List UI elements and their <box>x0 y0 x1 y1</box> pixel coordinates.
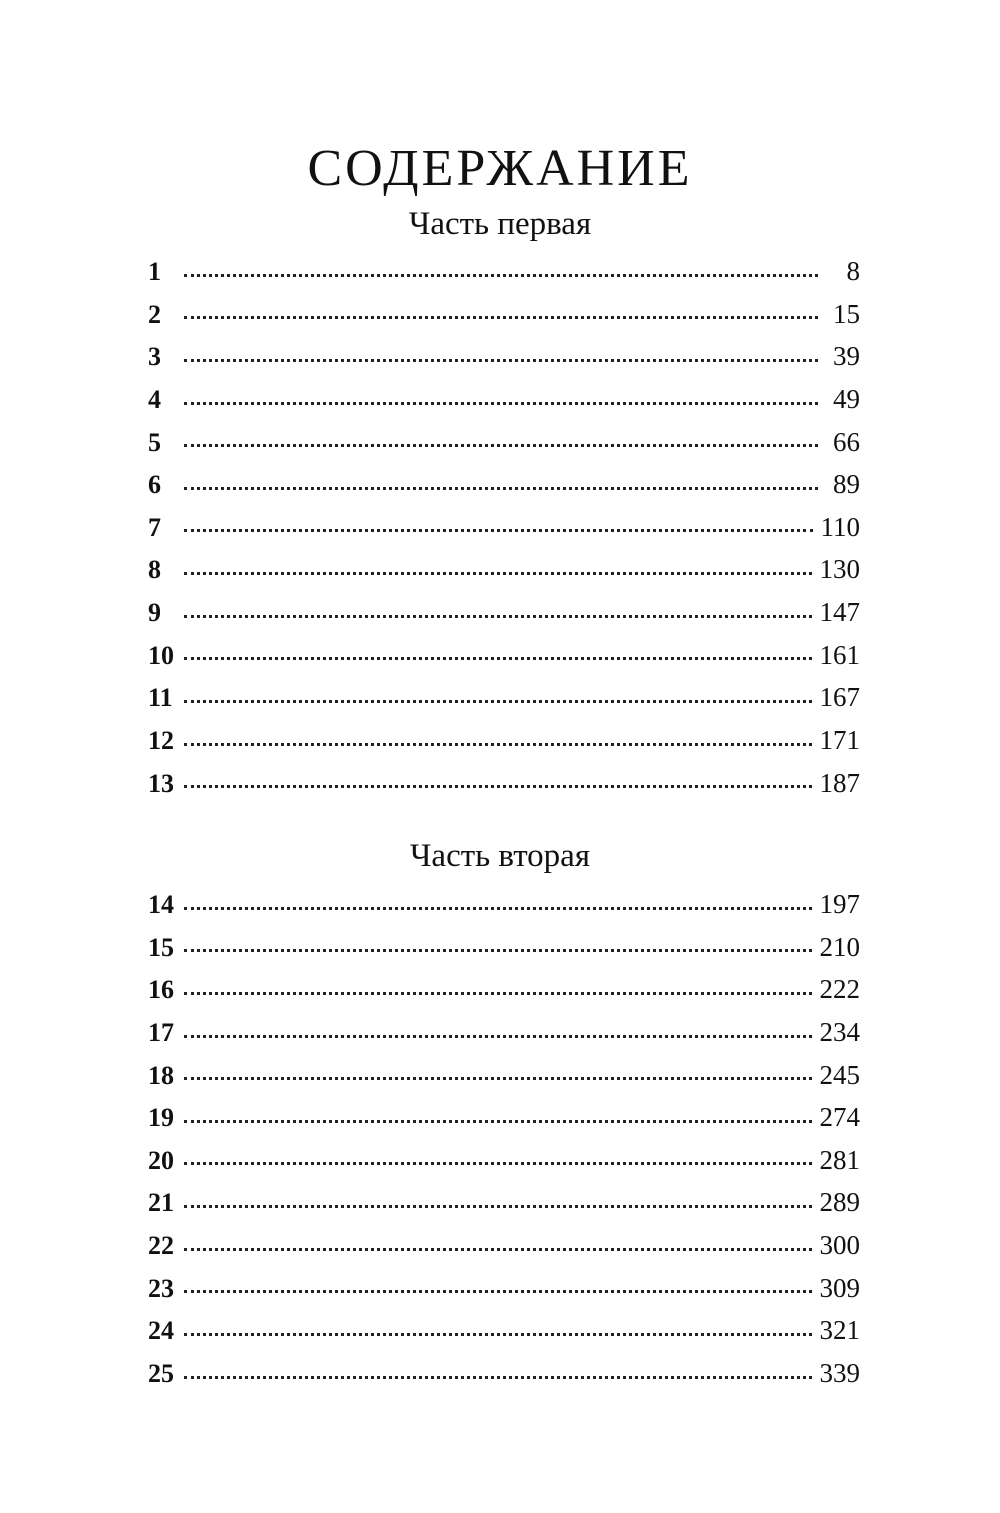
dot-leader <box>184 1120 812 1123</box>
chapter-number: 7 <box>148 512 161 542</box>
toc-entry <box>148 1352 860 1395</box>
toc-entry <box>148 250 860 293</box>
page-number: 300 <box>819 1230 860 1261</box>
page-number: 15 <box>833 298 860 329</box>
toc-entry <box>148 1224 860 1267</box>
chapter-number: 9 <box>148 598 161 628</box>
page-number: 222 <box>819 974 860 1005</box>
page-number: 8 <box>846 256 860 286</box>
dot-leader <box>184 444 818 447</box>
chapter-number: 5 <box>148 427 161 457</box>
chapter-number: 6 <box>148 470 161 500</box>
dot-leader <box>184 487 818 490</box>
page-number: 309 <box>819 1272 860 1303</box>
toc-entry <box>148 1181 860 1224</box>
chapter-number: 16 <box>148 975 174 1005</box>
page-number: 39 <box>833 341 860 372</box>
chapter-number: 14 <box>148 890 174 919</box>
toc-entry <box>148 676 860 719</box>
chapter-number: 15 <box>148 932 174 962</box>
toc-entry <box>148 634 860 677</box>
chapter-number: 18 <box>148 1060 174 1090</box>
dot-leader <box>184 1376 812 1379</box>
dot-leader <box>184 1333 812 1336</box>
page-number: 274 <box>819 1102 860 1133</box>
dot-leader <box>184 1248 812 1251</box>
toc-entry <box>148 293 860 336</box>
page-number: 130 <box>819 554 860 585</box>
dot-leader <box>184 1035 812 1038</box>
dot-leader <box>184 402 818 405</box>
toc-list-part-one <box>148 250 860 804</box>
toc-entry <box>148 1011 860 1054</box>
dot-leader <box>184 529 813 532</box>
toc-entry <box>148 719 860 762</box>
chapter-number: 8 <box>148 555 161 585</box>
page-number: 281 <box>819 1144 860 1175</box>
page-number: 245 <box>819 1059 860 1090</box>
toc-entry <box>148 1139 860 1182</box>
chapter-number: 12 <box>148 726 174 756</box>
dot-leader <box>184 700 812 703</box>
dot-leader <box>184 743 812 746</box>
part-heading-second: Часть вторая <box>409 838 591 874</box>
chapter-number: 10 <box>148 640 174 670</box>
chapter-number: 20 <box>148 1145 174 1175</box>
toc-entry <box>148 1096 860 1139</box>
chapter-number: 4 <box>148 384 161 414</box>
page-number: 289 <box>819 1187 860 1218</box>
chapter-number: 1 <box>148 257 161 286</box>
chapter-number: 17 <box>148 1017 174 1047</box>
chapter-number: 19 <box>148 1103 174 1133</box>
toc-entry <box>148 1054 860 1097</box>
dot-leader <box>184 572 812 575</box>
toc-entry <box>148 378 860 421</box>
chapter-number: 22 <box>148 1231 174 1261</box>
dot-leader <box>184 274 818 277</box>
page-number: 321 <box>819 1315 860 1346</box>
toc-list-part-two <box>148 883 860 1395</box>
page-number: 49 <box>833 383 860 414</box>
dot-leader <box>184 785 812 788</box>
dot-leader <box>184 1162 812 1165</box>
toc-entry <box>148 421 860 464</box>
toc-entry <box>148 335 860 378</box>
dot-leader <box>184 907 812 910</box>
page-number: 210 <box>819 931 860 962</box>
dot-leader <box>184 615 812 618</box>
toc-entry <box>148 968 860 1011</box>
page-number: 147 <box>819 597 860 628</box>
toc-entry <box>148 1309 860 1352</box>
chapter-number: 13 <box>148 768 174 798</box>
toc-entry <box>148 926 860 969</box>
page-number: 339 <box>819 1358 860 1389</box>
dot-leader <box>184 657 812 660</box>
page-number: 66 <box>833 426 860 457</box>
page-number: 161 <box>819 639 860 670</box>
toc-entry <box>148 548 860 591</box>
toc-entry <box>148 506 860 549</box>
page-title: СОДЕРЖАНИЕ <box>307 139 693 197</box>
dot-leader <box>184 316 818 319</box>
page-number: 234 <box>819 1016 860 1047</box>
dot-leader <box>184 1205 812 1208</box>
dot-leader <box>184 949 812 952</box>
toc-entry <box>148 883 860 926</box>
chapter-number: 2 <box>148 299 161 329</box>
toc-entry <box>148 1267 860 1310</box>
chapter-number: 3 <box>148 342 161 372</box>
page-number: 89 <box>833 469 860 500</box>
dot-leader <box>184 359 818 362</box>
dot-leader <box>184 992 812 995</box>
page-number: 110 <box>820 511 860 542</box>
page-number: 167 <box>819 682 860 713</box>
chapter-number: 21 <box>148 1188 174 1218</box>
dot-leader <box>184 1290 812 1293</box>
chapter-number: 11 <box>148 683 173 713</box>
page-number: 171 <box>819 725 860 756</box>
chapter-number: 23 <box>148 1273 174 1303</box>
chapter-number: 25 <box>148 1359 174 1389</box>
part-heading-first: Часть первая <box>408 206 592 242</box>
toc-entry <box>148 463 860 506</box>
toc-entry <box>148 591 860 634</box>
page-number: 197 <box>819 889 860 919</box>
chapter-number: 24 <box>148 1316 174 1346</box>
toc-entry <box>148 762 860 805</box>
page-number: 187 <box>819 767 860 798</box>
dot-leader <box>184 1077 812 1080</box>
